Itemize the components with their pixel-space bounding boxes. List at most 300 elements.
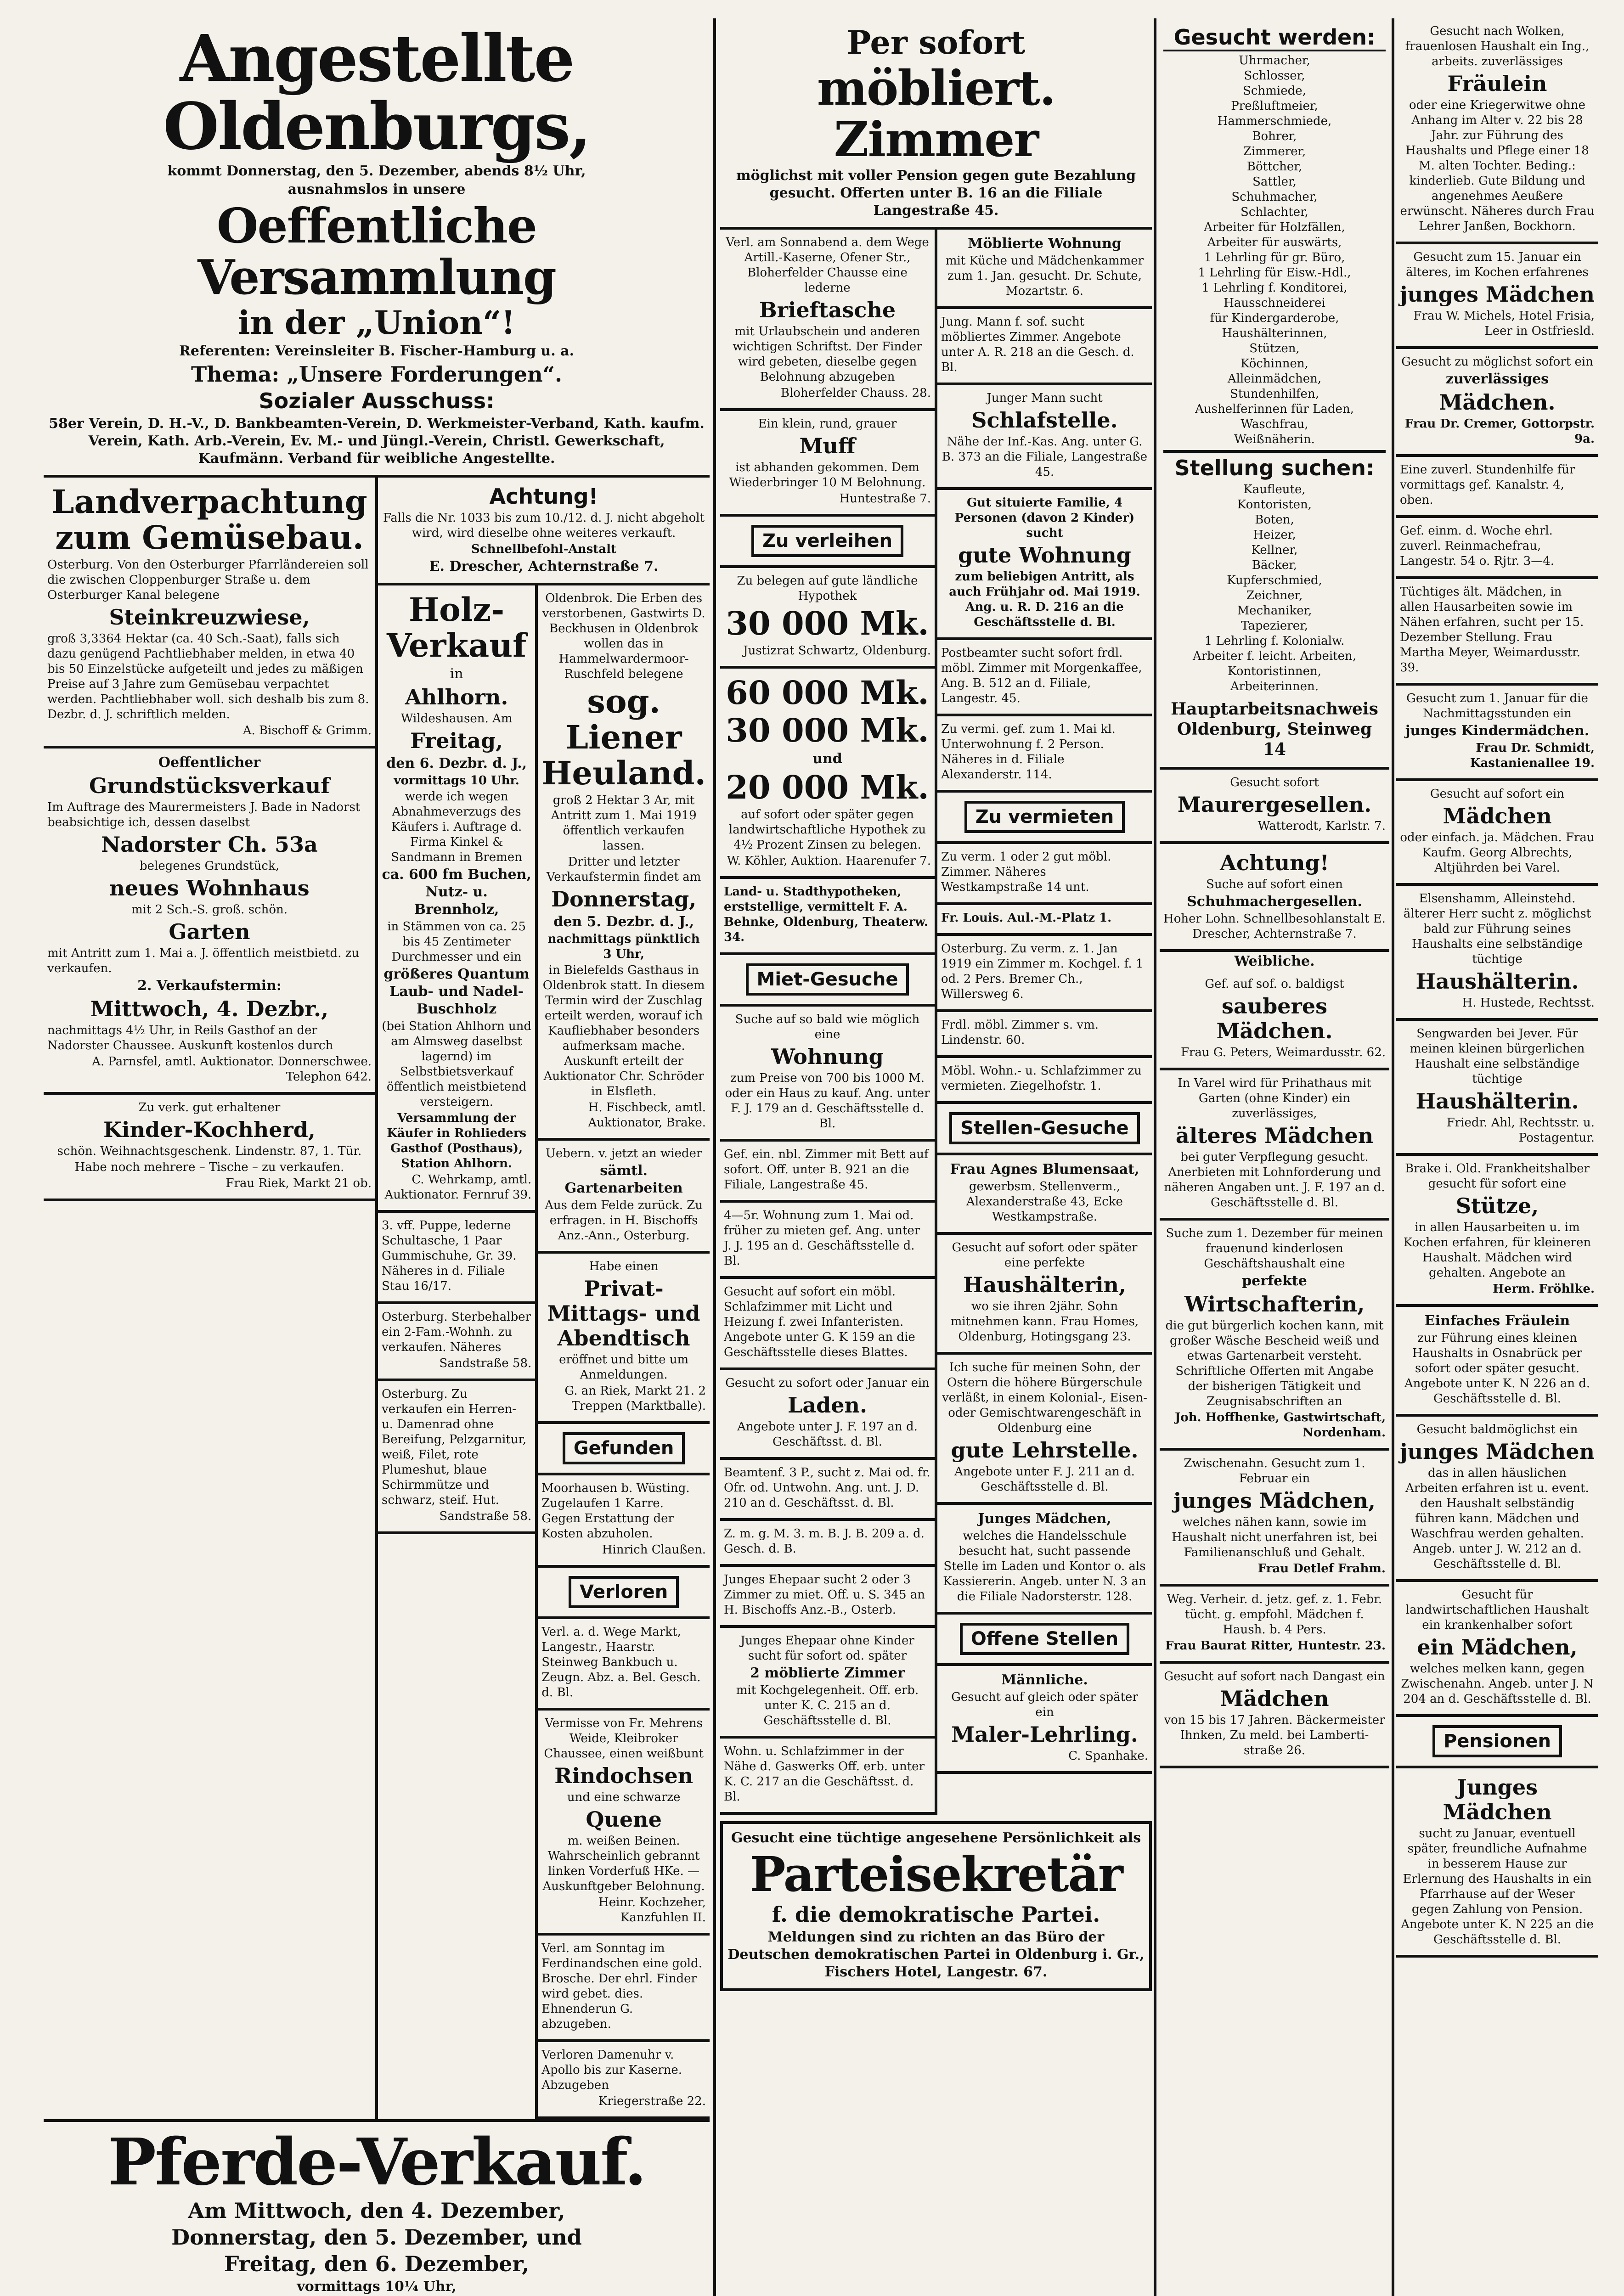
ad-body: bei guter Verpflegung gesucht. Anerbieten mit Lohnforderung und näheren Angaben unt. J. F. 197 an d. Geschäftsstelle d. Bl.: [1164, 1150, 1385, 1210]
ad-body: Brake i. Old. Frankheitshalber gesucht für sofort eine: [1405, 1162, 1590, 1191]
ad-body: Gesucht auf sofort ein möbl. Schlafzimmer mit Licht und Heizung f. zwei Infanteristen. Angebote unter G. K 159 an die Geschäftsstelle dieses Blattes.: [724, 1285, 915, 1359]
ad-body: Junges Ehepaar sucht 2 oder 3 Zimmer zu miet. Off. u. S. 345 an H. Bischoffs Anz.-B., Osterb.: [724, 1573, 925, 1617]
list-item: Boten,: [1255, 513, 1294, 527]
ad-body: Gut situierte Familie, 4 Personen (davon 2 Kinder) sucht: [954, 496, 1135, 540]
ad-body: Verl. am Sonntag im Ferdinandschen eine gold. Brosche. Der ehrl. Finder wird gebet. dies. Ehnenderun G. abzugeben.: [541, 1941, 702, 2031]
room-wanted-ad: [937, 716, 1152, 793]
ad-headline: Steinkreuzwiese,: [109, 605, 310, 630]
ad-body: 4—5r. Wohnung zum 1. Mai od. früher zu mieten gef. Ang. unter J. J. 195 an d. Geschäftsstelle d. Bl.: [724, 1209, 920, 1268]
land-lease-ad: [44, 478, 375, 748]
column-2: [720, 18, 1152, 2296]
lost-ad: [538, 1619, 710, 1711]
section-label: Zu vermieten: [964, 801, 1125, 833]
ad-headline: Per sofort: [846, 23, 1026, 62]
lost-watch-ad: [538, 2042, 710, 2119]
ad-body: Gesucht zu sofort oder Januar ein: [725, 1376, 930, 1390]
ad-body: Elsenshamm, Alleinstehd. älterer Herr sucht z. möglichst bald zur Führung seines Haushalts eine selbständige tüchtige: [1403, 892, 1591, 966]
ad-signature: C. Spanhake.: [1068, 1749, 1148, 1763]
ad-headline: junges Mädchen: [1400, 282, 1595, 307]
section-label: Gefunden: [563, 1432, 685, 1464]
rent-wanted-ad: [720, 1460, 935, 1521]
ad-body: in Stämmen von ca. 25 bis 45 Zentimeter Durchmesser und ein: [387, 920, 526, 964]
ad-body: Schnellbefohl-Anstalt: [471, 542, 616, 556]
column-2-split: [720, 230, 1152, 1815]
shoemaker-ad: [1160, 844, 1389, 952]
ad-body: m. weißen Beinen. Wahrscheinlich gebrannt linken Vorderfuß HKe. — Auskunftgeber Belohnung.: [542, 1834, 705, 1893]
ad-body: Falls die Nr. 1033 bis zum 10./12. d. J. nicht abgeholt wird, wird dieselbe ohne weiteres verkauft.: [383, 511, 705, 540]
column-4: [1396, 18, 1598, 2296]
ad-body: Gef. auf sof. o. baldigst: [1205, 977, 1344, 991]
list-item: Kaufleute,: [1243, 483, 1306, 496]
ad-subheading: Weibliche.: [1234, 953, 1315, 969]
ad-body: Habe noch mehrere – Tische – zu verkaufen.: [74, 1160, 344, 1174]
ad-line: den 5. Dezbr. d. J.,: [553, 914, 694, 930]
rent-wanted-ad: [720, 1628, 935, 1739]
ad-body: groß 2 Hektar 3 Ar, mit Antritt zum 1. Mai 1919 öffentlich verkaufen lassen.: [551, 793, 697, 853]
ad-headline: Fräulein: [1447, 71, 1547, 96]
ad-body: Zu belegen auf gute ländliche Hypothek: [737, 574, 918, 603]
ad-body: Angebote unter F. J. 211 an d. Geschäftsstelle d. Bl.: [954, 1465, 1135, 1494]
ad-line: zuverlässiges: [1445, 371, 1549, 387]
ad-body: Suche auf sofort einen: [1206, 878, 1343, 891]
ad-body: Gesucht sofort: [1230, 776, 1319, 789]
girl-ad: [1396, 781, 1598, 886]
ad-body: und eine schwarze: [567, 1790, 681, 1804]
ad-headline: Garten: [169, 919, 250, 944]
ad-body: ist abhanden gekommen. Dem Wiederbringer 10 M Belohnung.: [729, 461, 926, 490]
ad-body: Z. m. g. M. 3. m. B. J. B. 209 a. d. Gesch. d. B.: [724, 1527, 925, 1556]
list-item: Kellner,: [1251, 543, 1298, 557]
list-item: Haushälterinnen,: [1222, 326, 1327, 340]
list-item: Stundenhilfen,: [1230, 387, 1319, 401]
ad-body: schön. Weihnachtsgeschenk. Lindenstr. 87, 1. Tür.: [57, 1144, 362, 1158]
ad-signature: A. Bischoff & Grimm.: [242, 724, 372, 737]
ad-body: auf sofort oder später gegen landwirtschaftliche Hypothek zu 4½ Prozent Zinsen zu belegen.: [728, 808, 926, 852]
ad-headline: Angestellte Oldenburgs,: [163, 21, 590, 164]
list-item: 1 Lehrling f. Konditorei,: [1201, 281, 1348, 295]
ad-headline: Mädchen: [1220, 1686, 1329, 1711]
mason-ad: [1160, 770, 1389, 844]
nanny-ad: [1396, 686, 1598, 781]
ad-signature: Hinrich Claußen.: [602, 1543, 706, 1557]
ad-headline: sauberes Mädchen.: [1216, 994, 1333, 1043]
young-girl-ad: [1160, 1451, 1389, 1587]
bicycle-sale-ad: [378, 1381, 535, 1534]
ad-headline: in der „Union“!: [238, 304, 515, 342]
wood-sale-col: [378, 585, 535, 2119]
rent-wanted-ad: [720, 1007, 935, 1142]
ad-headline: Rindochsen: [554, 1763, 694, 1788]
list-item: Uhrmacher,: [1239, 54, 1310, 68]
ad-body: Oldenbrok. Die Erben des verstorbenen, Gastwirts D. Beckhusen in Oldenbrok wollen das in Hammelwardermoor-Ruschfeld belegene: [542, 591, 705, 681]
helper-ad: [1396, 1156, 1598, 1307]
ad-headline: Freitag,: [410, 728, 503, 753]
rent-wanted-ad: [720, 1567, 935, 1628]
ad-body: Verloren Damenuhr v. Apollo bis zur Kaserne. Abzugeben: [541, 2048, 682, 2092]
ad-headline: f. die demokratische Partei.: [772, 1902, 1100, 1927]
column-2-left: [720, 230, 935, 1815]
ad-headline: Pferde-Verkauf.: [107, 2125, 646, 2200]
ad-body: möglichst mit voller Pension gegen gute Bezahlung gesucht. Offerten unter B. 16 an die Filiale Langestraße 45.: [736, 168, 1136, 219]
column-rule: [1392, 18, 1394, 2296]
ad-headline: Grundstücksverkauf: [89, 773, 330, 798]
ad-body: Uebern. v. jetzt an wieder: [545, 1147, 702, 1160]
maid-ad: [1160, 1587, 1389, 1664]
ad-headline: 20 000 Mk.: [726, 768, 929, 806]
ad-body: Wildeshausen. Am: [400, 712, 513, 726]
list-item: Tapezierer,: [1241, 619, 1308, 633]
ad-body: 3. vff. Puppe, lederne Schultasche, 1 Paar Gummischuhe, Gr. 39. Näheres in d. Filiale Stau 16/17.: [382, 1219, 517, 1293]
ad-line: und: [812, 751, 842, 767]
lost-wallet-ad: [720, 230, 935, 411]
ad-body: zur Führung eines kleinen Haushalts in Osnabrück per sofort oder später gesucht. Angebote unter K. N 226 an d. Geschäftsstelle d. Bl.: [1404, 1331, 1590, 1406]
ad-body: Fr. Louis. Aul.-M.-Platz 1.: [941, 911, 1112, 925]
ad-body: belegenes Grundstück,: [140, 859, 279, 873]
ad-headline: sog. Liener Heuland.: [541, 682, 706, 792]
list-item: Schmiede,: [1243, 84, 1306, 98]
housekeeper-ad: [1396, 1021, 1598, 1156]
list-item: Weißnäherin.: [1234, 433, 1315, 446]
ad-headline: Wohnung: [771, 1044, 884, 1069]
ad-signature: Frau Baurat Ritter, Huntestr. 23.: [1165, 1639, 1386, 1653]
ad-body: zum Preise von 700 bis 1000 M. oder ein Haus zu kauf. Ang. unter F. J. 179 an d. Geschäftsstelle d. Bl.: [725, 1071, 930, 1131]
ad-headline: Stellung suchen:: [1174, 456, 1375, 480]
ad-body: mit Küche und Mädchenkammer zum 1. Jan. gesucht. Dr. Schute, Mozartstr. 6.: [945, 254, 1144, 298]
ad-body: wo sie ihren 2jähr. Sohn mitnehmen kann. Frau Homes, Oldenburg, Hotingsgang 23.: [950, 1300, 1139, 1344]
ad-body: Osterburg. Zu verm. z. 1. Jan 1919 ein Zimmer m. Kochgel. f. 1 od. 2 Pers. Bremer Ch., Willersweg 6.: [941, 942, 1144, 1001]
ad-body: Zu vermi. gef. zum 1. Mai kl. Unterwohnung f. 2 Person. Näheres in d. Filiale Alexanderstr. 114.: [941, 722, 1116, 782]
ad-headline: Kinder-Kochherd,: [103, 1117, 316, 1142]
ad-line: Gesucht eine tüchtige angesehene Persönlichkeit als: [731, 1830, 1141, 1846]
ad-body: Möbl. Wohn.- u. Schlafzimmer zu vermieten. Ziegelhofstr. 1.: [941, 1064, 1142, 1093]
garden-work-ad: [538, 1141, 710, 1254]
union-assembly-ad: [44, 18, 710, 478]
ad-signature: Frau G. Peters, Weimardusstr. 62.: [1180, 1046, 1386, 1059]
ad-signature: C. Wehrkamp, amtl. Auktionator. Fernruf 39.: [384, 1173, 532, 1202]
ad-headline: Oeffentliche Versammlung: [197, 197, 556, 305]
rent-wanted-ad: [720, 1203, 935, 1279]
list-item: Bäcker,: [1252, 558, 1297, 572]
ad-line: 2. Verkaufstermin:: [137, 978, 282, 994]
ad-body: Gesucht auf sofort oder später eine perfekte: [952, 1241, 1138, 1270]
wood-and-land-split: [378, 585, 710, 2119]
ad-body: Sengwarden bei Jever. Für meinen kleinen bürgerlichen Haushalt eine selbständige tüchtige: [1410, 1027, 1585, 1086]
lost-muff-ad: [720, 411, 935, 517]
ad-headline: Schuhmachergesellen.: [1187, 894, 1362, 910]
ad-body: gewerbsm. Stellenverm., Alexanderstraße 43, Ecke Westkampstraße.: [966, 1180, 1123, 1224]
girl-dangast-ad: [1160, 1664, 1389, 1768]
column-1: [44, 18, 710, 2296]
column-rule: [713, 18, 716, 2296]
room-wanted-ad: [937, 640, 1152, 716]
ad-body: Suche zum 1. Dezember für meinen frauenund kinderlosen Geschäftshaushalt eine: [1166, 1227, 1383, 1271]
list-item: Köchinnen,: [1241, 357, 1308, 371]
ad-body: mit 2 Sch.-S. groß. schön.: [131, 903, 288, 917]
seeking-list-2: [1163, 634, 1386, 694]
ad-body: Gesucht nach Wolken, frauenlosen Haushalt ein Ing., arbeits. zuverlässiges: [1405, 24, 1590, 68]
column-1-left: [44, 478, 375, 2119]
ad-address: Huntestraße 7.: [839, 492, 931, 506]
ad-signature: H. Hustede, Rechtsst.: [1462, 996, 1595, 1010]
section-label: Zu verleihen: [751, 525, 903, 557]
ad-members: 58er Verein, D. H.-V., D. Bankbeamten-Verein, D. Werkmeister-Verband, Kath. kaufm. Verein, Kath. Arb.-Verein, Ev. M.- und Jüngl.-Verein, Christl. Gewerkschaft, Kaufmänn. Verband für weibliche Angestellte.: [49, 416, 705, 467]
ad-body: Jung. Mann f. sof. sucht möbliertes Zimmer. Angebote unter A. R. 218 an die Gesch. d. Bl.: [941, 315, 1134, 374]
stove-sale-ad: [44, 1095, 375, 1201]
housekeeper-ad: [1160, 1221, 1389, 1451]
list-item: Kontoristinnen,: [1228, 664, 1321, 678]
ad-headline: junges Kindermädchen.: [1405, 723, 1590, 739]
lost-brooch-ad: [538, 1936, 710, 2042]
mortgage-broker-ad: [720, 879, 935, 955]
ad-body: welches nähen kann, sowie im Haushalt nicht unerfahren ist, bei Familienanschluß und Gehalt.: [1172, 1515, 1377, 1559]
section-lend: [720, 517, 935, 568]
ad-signature: Friedr. Ahl, Rechtsstr. u. Postagentur.: [1446, 1116, 1595, 1145]
governess-ad: [1396, 18, 1598, 244]
seeking-position-ad: [1396, 579, 1598, 686]
ad-body: Zu verm. 1 oder 2 gut möbl. Zimmer. Näheres Westkampstraße 14 unt.: [941, 850, 1111, 894]
bed-wanted-ad: [937, 385, 1152, 490]
ad-body: oder eine Kriegerwitwe ohne Anhang im Alter v. 22 bis 28 Jahr. zur Führung des Haushalts und Pflege einer 18 M. alten Tochter. Beding.: kinderlieb. Gute Bildung und angenehmes Aeußere erwünscht. Näheres durch Frau Lehrer Janßen, Bockhorn.: [1400, 98, 1595, 233]
ad-headline: Haushälterin.: [1415, 969, 1579, 994]
section-label: Stellen-Gesuche: [949, 1112, 1139, 1144]
ad-signature: H. Fischbeck, amtl. Auktionator, Brake.: [588, 1101, 706, 1130]
lost-cattle-ad: [538, 1711, 710, 1936]
ad-headline: Mädchen: [1443, 804, 1552, 828]
section-label: Verloren: [569, 1576, 679, 1608]
ad-headline: ca. 600 fm Buchen, Nutz- u. Brennholz,: [382, 867, 531, 917]
ad-body: Gesucht für landwirtschaftlichen Haushalt ein krankenhalber sofort: [1405, 1588, 1589, 1632]
column-3: [1160, 18, 1389, 2296]
list-item: Mechaniker,: [1237, 604, 1312, 618]
ad-body: mit Kochgelegenheit. Off. erb. unter K. C. 215 an d. Geschäftsstelle d. Bl.: [736, 1683, 919, 1728]
ad-signature: Heinr. Kochzeher, Kanzfuhlen II.: [598, 1896, 706, 1925]
list-item: Waschfrau,: [1241, 417, 1308, 431]
ad-body: Vermisse von Fr. Mehrens Weide, Kleibroker Chaussee, einen weißbunt: [544, 1716, 704, 1761]
list-item: 1 Lehrling für gr. Büro,: [1204, 251, 1345, 264]
clean-girl-ad: [1160, 971, 1389, 1070]
ad-headline: Haushälterin.: [1415, 1089, 1579, 1114]
helper-ad: [1396, 457, 1598, 518]
ad-body: Eine zuverl. Stundenhilfe für vormittags gef. Kanalstr. 4, oben.: [1400, 463, 1575, 507]
ad-body: In Varel wird für Prihathaus mit Garten (ohne Kinder) ein zuverlässiges,: [1178, 1076, 1371, 1120]
older-girl-ad: [1160, 1070, 1389, 1221]
list-item: Stützen,: [1249, 342, 1300, 355]
ad-body: Land- u. Stadthypotheken, erststellige, vermittelt F. A. Behnke, Oldenburg, Theaterw. 34.: [724, 885, 928, 944]
ad-body: Verl. am Sonnabend a. dem Wege Artill.-Kaserne, Ofener Str., Bloherfelder Chausse eine lederne: [726, 236, 929, 295]
ad-headline: Wirtschafterin,: [1184, 1292, 1365, 1317]
ad-body: in Bielefelds Gasthaus in Oldenbrok statt. In diesem Termin wird der Zuschlag erteilt werden, worauf ich Kaufliebhaber besonders aufmerksam mache. Auskunft erteilt der Auktionator Chr. Schröder in Elsfleth.: [542, 963, 705, 1098]
ad-body: Gesucht baldmöglichst ein: [1416, 1423, 1578, 1436]
ad-headline: sämtl. Gartenarbeiten: [564, 1163, 683, 1196]
ad-body: Wohn. u. Schlafzimmer in der Nähe d. Gaswerks Off. erb. unter K. C. 217 an die Geschäftsst. d. Bl.: [724, 1745, 925, 1804]
ad-line: perfekte: [1242, 1273, 1307, 1289]
ad-headline: Schlafstelle.: [971, 408, 1118, 433]
ad-headline: 30 000 Mk.: [726, 711, 929, 749]
ad-body: nachmittags pünktlich 3 Uhr,: [547, 932, 700, 961]
ad-subheading: Männliche.: [1001, 1672, 1088, 1688]
ad-signature: Frau W. Michels, Hotel Frisia, Leer in Ostfriesld.: [1413, 309, 1595, 338]
ad-body: sucht zu Januar, eventuell später, freundliche Aufnahme in besserem Hause zur Erlernung des Haushalts in ein Pfarrhause auf der Weser gegen Zahlung von Pension. Angebote unter K. N 225 an die Geschäftsstelle d. Bl.: [1401, 1827, 1594, 1947]
ad-headline: Maurergesellen.: [1177, 792, 1372, 817]
ad-headline: älteres Mädchen: [1175, 1123, 1374, 1148]
party-secretary-ad: [720, 1821, 1152, 1991]
list-item: Kontoristen,: [1237, 498, 1312, 512]
ad-body: Junger Mann sucht: [987, 391, 1103, 405]
property-sale-ad: [44, 748, 375, 1095]
list-item: 1 Lehrling f. Kolonialw.: [1204, 634, 1345, 648]
ad-body: Ein klein, rund, grauer: [758, 417, 897, 431]
column-1-split: [44, 478, 710, 2119]
mortgage-ad-2: [720, 669, 935, 879]
ad-line: ausnahmslos in unsere: [288, 181, 466, 197]
room-wanted-ad: [937, 309, 1152, 385]
ad-body: Gesucht auf sofort ein: [1430, 787, 1565, 801]
ad-headline: 60 000 Mk.: [726, 674, 929, 712]
house-sale-ad: [378, 1304, 535, 1381]
doll-sale-ad: [378, 1213, 535, 1304]
divider: [1163, 450, 1386, 453]
ad-body: Gesucht auf sofort nach Dangast ein: [1164, 1670, 1385, 1683]
ad-body: Zwischenahn. Gesucht zum 1. Februar ein: [1184, 1457, 1365, 1486]
ad-body: Gef. ein. nbl. Zimmer mit Bett auf sofort. Off. unter B. 921 an die Filiale, Langestraße 45.: [724, 1148, 929, 1192]
ad-body: vormittags 10 Uhr.: [394, 774, 519, 788]
to-let-ad: [937, 1012, 1152, 1058]
section-pensions: [1396, 1717, 1598, 1768]
simple-lady-ad: [1396, 1307, 1598, 1417]
to-let-ad: [937, 936, 1152, 1012]
ad-headline: 2 möblierte Zimmer: [750, 1665, 905, 1681]
ad-headline: Brieftasche: [759, 298, 896, 322]
room-wanted-ad: [720, 18, 1152, 230]
list-item: Arbeiter für Holzfällen,: [1204, 220, 1345, 234]
ad-body: nachmittags 4½ Uhr, in Reils Gasthof an der Nadorster Chaussee. Auskunft kostenlos durch: [47, 1024, 333, 1052]
ad-signature: G. an Riek, Markt 21. 2 Treppen (Marktballe).: [564, 1384, 706, 1413]
ad-body: Gef. einm. d. Woche ehrl. zuverl. Reinmachefrau, Langestr. 54 o. Rjtr. 3—4.: [1400, 524, 1555, 568]
pension-ad: [1396, 1768, 1598, 1958]
ad-headline: gute Lehrstelle.: [951, 1438, 1139, 1463]
ad-body: Weg. Verheir. d. jetz. gef. z. 1. Febr. tücht. g. empfohl. Mädchen f. Haush. b. 4 Pers.: [1167, 1593, 1382, 1637]
list-item: Hausschneiderei: [1224, 296, 1325, 310]
list-item: Hammerschmiede,: [1217, 114, 1332, 128]
ad-body: Osterburg. Von den Osterburger Pfarrländereien soll die zwischen Cloppenburger Straße u. dem Osterburger Kanal belegene: [47, 558, 369, 602]
ad-line: Am Mittwoch, den 4. Dezember,: [188, 2198, 565, 2223]
ad-body: welches melken kann, gegen Zwischenahn. Angeb. unter J. N 204 an d. Geschäftsstelle d. Bl.: [1401, 1662, 1594, 1706]
ad-headline: Parteisekretär: [750, 1846, 1122, 1902]
ad-line: Oeffentlicher: [158, 754, 261, 771]
ad-body: Ich suche für meinen Sohn, der Ostern die höhere Bürgerschule verläßt, in einem Kolonial-, Eisen- oder Gemischtwarengeschäft in Oldenburg eine: [942, 1361, 1147, 1435]
ad-headline: junges Mädchen,: [1173, 1488, 1376, 1513]
ad-headline: Privat-Mittags- und Abendtisch: [547, 1276, 700, 1351]
ad-body: Verl. a. d. Wege Markt, Langestr., Haarstr. Steinweg Bankbuch u. Zeugn. Abz. a. Bel. Gesch. d. Bl.: [541, 1625, 701, 1699]
ad-headline: Möblierte Wohnung: [968, 236, 1122, 252]
list-item: Schlachter,: [1241, 205, 1308, 219]
seeking-list: [1163, 482, 1386, 634]
ad-body: Meldungen sind zu richten an das Büro der Deutschen demokratischen Partei in Oldenburg i. Gr., Fischers Hotel, Langestr. 67.: [727, 1929, 1145, 1980]
section-label: Miet-Gesuche: [746, 963, 909, 996]
ad-headline: Junges Mädchen,: [978, 1511, 1111, 1527]
ad-committee: Sozialer Ausschuss:: [259, 388, 495, 413]
ad-body: Aus dem Felde zurück. Zu erfragen. in H. Bischoffs Anz.-Ann., Osterburg.: [545, 1199, 703, 1243]
ad-body: mit Antritt zum 1. Mai a. J. öffentlich meistbietd. zu verkaufen.: [47, 946, 360, 975]
ad-headline: Landverpachtung zum Gemüsebau.: [51, 483, 367, 557]
list-item: Zeichner,: [1246, 589, 1303, 602]
list-item: Böttcher,: [1246, 160, 1303, 174]
ad-signature: Frau Detlef Frahm.: [1257, 1562, 1386, 1576]
list-item: 1 Lehrling für Eisw.-Hdl.,: [1198, 266, 1351, 280]
ad-body: Moorhausen b. Wüsting. Zugelaufen 1 Karre. Gegen Erstattung der Kosten abzuholen.: [541, 1481, 690, 1541]
ad-body: Gesucht zum 1. Januar für die Nachmittagsstunden ein: [1406, 692, 1588, 720]
ad-body: Frdl. möbl. Zimmer s. vm. Lindenstr. 60.: [941, 1018, 1099, 1047]
ad-body: Beamtenf. 3 P., sucht z. Mai od. fr. Ofr. od. Untwohn. Ang. unt. J. D. 210 an d. Geschäftsst. d. Bl.: [724, 1466, 930, 1510]
ad-body: Nähe der Inf.-Kas. Ang. unter G. B. 373 an die Filiale, Langestraße 45.: [942, 435, 1148, 479]
column-1-right: [375, 478, 710, 2119]
ad-headline: Mädchen.: [1439, 390, 1556, 415]
cook-girl-ad: [1396, 244, 1598, 349]
cleaner-ad: [1396, 518, 1598, 579]
ad-headline: Frau Agnes Blumensaat,: [950, 1161, 1139, 1177]
list-item: Arbeiter für auswärts,: [1207, 236, 1342, 249]
labor-exchange-ad: [1160, 18, 1389, 770]
ad-headline: Achtung!: [489, 484, 598, 509]
list-item: Schlosser,: [1244, 69, 1305, 83]
young-girl-ad: [1396, 1417, 1598, 1582]
ad-line: den 6. Dezbr. d. J.,: [386, 755, 527, 771]
ad-body: Versammlung der Käufer in Rohlieders Gasthof (Posthaus), Station Ahlhorn.: [387, 1111, 527, 1171]
column-rule: [1154, 18, 1156, 2296]
ad-headline: Gesucht werden:: [1163, 25, 1386, 51]
ad-signature: Frau Dr. Schmidt, Kastanienallee 19.: [1470, 741, 1595, 770]
to-let-ad: [937, 905, 1152, 936]
ad-line: Freitag, den 6. Dezember,: [224, 2251, 530, 2276]
horse-sale-ad: [44, 2119, 710, 2296]
ad-topic: Thema: „Unsere Forderungen“.: [191, 362, 563, 387]
ad-headline: Haushälterin,: [963, 1272, 1127, 1297]
ad-headline: Muff: [799, 433, 856, 458]
ad-address: Sandstraße 58.: [439, 1356, 532, 1370]
rent-wanted-ad: [720, 1142, 935, 1203]
ad-body: werde ich wegen Abnahmeverzugs des Käufers i. Auftrage d. Firma Kinkel & Sandmann in Bremen: [391, 790, 522, 864]
ad-body: Osterburg. Zu verkaufen ein Herren- u. Damenrad ohne Bereifung, Pelzgarnitur, weiß, Filet, rote Plumeshut, blaue Schirmmütze und schwarz, steif. Hut.: [382, 1387, 527, 1507]
list-item: Heizer,: [1253, 528, 1296, 542]
list-item: Schuhmacher,: [1231, 190, 1318, 204]
section-to-let: [937, 793, 1152, 844]
section-label: Pensionen: [1432, 1725, 1562, 1757]
section-vacancies: [937, 1615, 1152, 1666]
ad-line: Donnerstag, den 5. Dezember, und: [171, 2225, 582, 2250]
rent-wanted-ad: [720, 1521, 935, 1567]
ad-body: von 15 bis 17 Jahren. Bäckermeister Ihnken, Zu meld. bei Lamberti-straße 26.: [1164, 1713, 1385, 1757]
rent-wanted-ad: [720, 1739, 935, 1815]
section-job-seekers: [937, 1104, 1152, 1155]
wood-sale-ad: [378, 585, 535, 1213]
family-flat-ad: [937, 490, 1152, 640]
young-girl-ad: [937, 1505, 1152, 1615]
ad-headline: Achtung!: [1220, 850, 1329, 875]
ad-body: Dritter und letzter Verkaufstermin findet am: [546, 855, 701, 884]
reliable-girl-ad: [1396, 349, 1598, 457]
list-item: Arbeiter f. leicht. Arbeiten,: [1192, 649, 1356, 663]
ad-address: Kriegerstraße 22.: [598, 2094, 706, 2108]
ad-address: Bloherfelder Chauss. 28.: [780, 386, 931, 400]
ad-headline: Stütze,: [1455, 1193, 1539, 1218]
list-item: Preßluftmeier,: [1231, 99, 1318, 113]
ad-body: oder einfach. ja. Mädchen. Frau Kaufm. Georg Albrechts, Altjührden bei Varel.: [1400, 831, 1595, 875]
ad-headline: 30 000 Mk.: [726, 604, 929, 642]
ad-headline: gute Wohnung: [958, 543, 1131, 568]
heuland-col: [535, 585, 710, 2119]
ad-headline: Ahlhorn.: [405, 685, 508, 709]
ad-headline: Quene: [586, 1807, 662, 1832]
